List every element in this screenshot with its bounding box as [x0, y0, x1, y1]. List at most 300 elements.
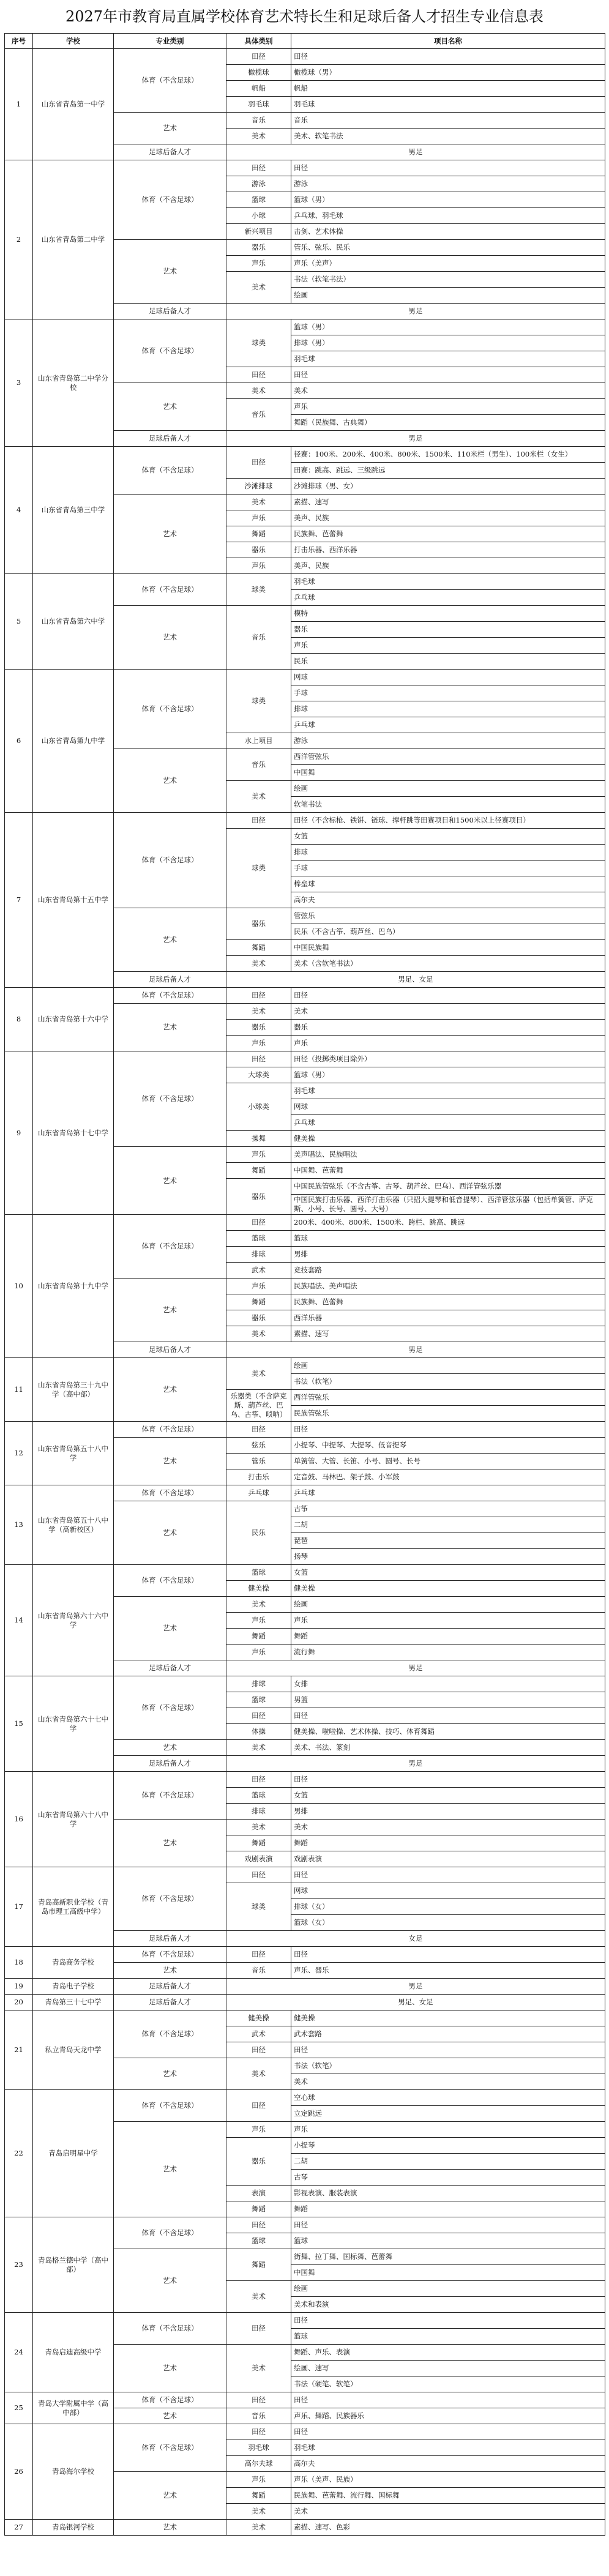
school-name: 青岛电子学校 [33, 1979, 114, 1995]
project-name: 舞蹈 [291, 2201, 605, 2217]
project-name: 美术（含软笔书法） [291, 956, 605, 972]
sub-category: 声乐 [226, 1036, 291, 1051]
major-category: 体育（不含足球） [114, 574, 226, 606]
major-category: 体育（不含足球） [114, 1772, 226, 1820]
project-name: 舞蹈、声乐、表演 [291, 2345, 605, 2361]
major-category: 足球后备人才 [114, 1931, 226, 1947]
major-category: 艺术 [114, 2058, 226, 2090]
row-number: 5 [5, 574, 33, 670]
school-name: 青岛格兰德中学（高中部） [33, 2217, 114, 2313]
row-number: 10 [5, 1215, 33, 1358]
project-name: 男足、女足 [226, 1995, 605, 2010]
table-row [5, 447, 605, 463]
school-name: 山东省青岛第十六中学 [33, 988, 114, 1051]
sub-category: 球类 [226, 319, 291, 367]
sub-category: 球类 [226, 1883, 291, 1931]
sub-category: 声乐 [226, 256, 291, 272]
row-number: 14 [5, 1565, 33, 1676]
project-name: 健美操、啦啦操、艺术体操、技巧、体育舞蹈 [291, 1724, 605, 1740]
sub-category: 声乐 [226, 1279, 291, 1294]
project-name: 民族管弦乐 [291, 1406, 605, 1422]
row-number: 3 [5, 319, 33, 447]
admission-table [4, 33, 605, 2536]
project-name: 立定跳远 [291, 2106, 605, 2122]
project-name: 橄榄球（男） [291, 65, 605, 81]
sub-category: 橄榄球 [226, 65, 291, 81]
sub-category: 田径 [226, 1867, 291, 1883]
sub-category: 美术 [226, 1820, 291, 1835]
major-category: 体育（不含足球） [114, 1947, 226, 1963]
sub-category: 田径 [226, 2392, 291, 2408]
project-name: 女篮 [291, 1565, 605, 1581]
table-row [5, 988, 605, 1004]
major-category: 艺术 [114, 2408, 226, 2424]
project-name: 排球 [291, 701, 605, 717]
sub-category: 美术 [226, 1597, 291, 1613]
table-row [5, 670, 605, 685]
sub-category: 篮球 [226, 2233, 291, 2249]
project-name: 书法（软笔书法） [291, 272, 605, 288]
project-name: 竞技套路 [291, 1263, 605, 1279]
project-name: 绘画 [291, 1358, 605, 1374]
table-header-row [5, 34, 605, 49]
sub-category: 舞蹈 [226, 2201, 291, 2217]
project-name: 田径 [291, 2042, 605, 2058]
table-row [5, 1422, 605, 1438]
major-category: 体育（不含足球） [114, 2313, 226, 2345]
sub-category: 音乐 [226, 113, 291, 129]
project-name: 小提琴、中提琴、大提琴、低音提琴 [291, 1438, 605, 1454]
project-name: 素描、速写 [291, 495, 605, 510]
project-name: 武术套路 [291, 2026, 605, 2042]
school-name: 山东省青岛第五十八中学（高新校区） [33, 1485, 114, 1565]
sub-category: 田径 [226, 1947, 291, 1963]
project-name: 排球 [291, 845, 605, 861]
table-row [5, 1358, 605, 1374]
major-category: 艺术 [114, 749, 226, 813]
project-name: 绘画 [291, 781, 605, 797]
project-name: 乒乓球 [291, 1115, 605, 1131]
sub-category: 美术 [226, 383, 291, 399]
row-number: 16 [5, 1772, 33, 1867]
project-name: 田径 [291, 1708, 605, 1724]
row-number: 11 [5, 1358, 33, 1422]
school-name: 山东省青岛第三十九中学（高中部） [33, 1358, 114, 1422]
project-name: 田径 [291, 1772, 605, 1788]
row-number: 8 [5, 988, 33, 1051]
school-name: 山东省青岛第五十八中学 [33, 1422, 114, 1485]
sub-category: 田径 [226, 447, 291, 479]
project-name: 排球（女） [291, 1899, 605, 1915]
project-name: 男足、女足 [226, 972, 605, 988]
sub-category: 篮球 [226, 1788, 291, 1804]
table-body [5, 49, 605, 2536]
major-category: 艺术 [114, 1820, 226, 1867]
sub-category: 器乐 [226, 1179, 291, 1215]
major-category: 艺术 [114, 240, 226, 304]
project-name: 女篮 [291, 829, 605, 845]
project-name: 管乐、弦乐、民乐 [291, 240, 605, 256]
project-name: 器乐 [291, 622, 605, 638]
school-name: 山东省青岛第二中学分校 [33, 319, 114, 447]
sub-category: 器乐 [226, 542, 291, 558]
project-name: 排球（男） [291, 335, 605, 351]
major-category: 足球后备人才 [114, 1995, 226, 2010]
project-name: 书法（软笔） [291, 2058, 605, 2074]
major-category: 艺术 [114, 2122, 226, 2217]
project-name: 流行舞 [291, 1645, 605, 1660]
sub-category: 球类 [226, 829, 291, 908]
project-name: 二胡 [291, 2154, 605, 2170]
project-name: 羽毛球 [291, 1083, 605, 1099]
table-row [5, 1676, 605, 1692]
sub-category: 田径 [226, 2424, 291, 2440]
project-name: 田径 [291, 988, 605, 1004]
project-name: 绘画 [291, 1597, 605, 1613]
sub-category: 美术 [226, 1326, 291, 1342]
school-name: 青岛启迪高级中学 [33, 2313, 114, 2392]
project-name: 美术和表演 [291, 2297, 605, 2313]
project-name: 中国舞、芭蕾舞 [291, 1163, 605, 1179]
row-number: 27 [5, 2520, 33, 2536]
sub-category: 操舞 [226, 1131, 291, 1147]
sub-category: 帆船 [226, 81, 291, 97]
project-name: 声乐 [291, 638, 605, 654]
sub-category: 羽毛球 [226, 97, 291, 113]
project-name: 网球 [291, 1883, 605, 1899]
project-name: 男篮 [291, 1692, 605, 1708]
major-category: 体育（不含足球） [114, 2090, 226, 2122]
project-name: 中国民族打击乐器、西洋打击乐器（只招大提琴和低音提琴）、西洋管弦乐器（包括单簧管、萨克斯、小号、长号、圆号、大号） [291, 1195, 605, 1215]
project-name: 美术 [291, 1820, 605, 1835]
sub-category: 器乐 [226, 908, 291, 940]
sub-category: 音乐 [226, 606, 291, 670]
table-row [5, 1565, 605, 1581]
project-name: 男排 [291, 1247, 605, 1263]
project-name: 沙滩排球（男、女） [291, 479, 605, 495]
sub-category: 器乐 [226, 2138, 291, 2186]
table-row [5, 1215, 605, 1231]
project-name: 绘画 [291, 288, 605, 304]
sub-category: 美术 [226, 2058, 291, 2090]
project-name: 田径 [291, 160, 605, 176]
sub-category: 美术 [226, 1740, 291, 1756]
major-category: 艺术 [114, 495, 226, 574]
project-name: 羽毛球 [291, 574, 605, 590]
row-number: 22 [5, 2090, 33, 2217]
sub-category: 田径 [226, 1215, 291, 1231]
sub-category: 小球 [226, 208, 291, 224]
table-row [5, 49, 605, 65]
project-name: 美术、书法、篆刻 [291, 1740, 605, 1756]
table-row [5, 2090, 605, 2106]
project-name: 西洋乐器 [291, 1310, 605, 1326]
sub-category: 排球 [226, 1676, 291, 1692]
school-name: 山东省青岛第九中学 [33, 670, 114, 813]
table-row [5, 2313, 605, 2329]
major-category: 体育（不含足球） [114, 813, 226, 908]
sub-category: 篮球 [226, 1565, 291, 1581]
project-name: 声乐、舞蹈、民族器乐 [291, 2408, 605, 2424]
major-category: 艺术 [114, 2345, 226, 2392]
major-category: 艺术 [114, 2249, 226, 2313]
sub-category: 音乐 [226, 2408, 291, 2424]
sub-category: 田径 [226, 49, 291, 65]
project-name: 古筝 [291, 1501, 605, 1517]
sub-category: 游泳 [226, 176, 291, 192]
project-name: 美声、民族 [291, 558, 605, 574]
project-name: 影视表演、服装表演 [291, 2186, 605, 2201]
project-name: 声乐 [291, 2122, 605, 2138]
major-category: 体育（不含足球） [114, 2217, 226, 2249]
project-name: 单簧管、大管、长笛、小号、圆号、长号 [291, 1454, 605, 1469]
school-name: 青岛启明星中学 [33, 2090, 114, 2217]
major-category: 体育（不含足球） [114, 160, 226, 240]
sub-category: 声乐 [226, 1645, 291, 1660]
project-name: 街舞、拉丁舞、国标舞、芭蕾舞 [291, 2249, 605, 2265]
project-name: 中国舞 [291, 765, 605, 781]
sub-category: 舞蹈 [226, 2249, 291, 2281]
project-name: 田径 [291, 49, 605, 65]
sub-category: 球类 [226, 574, 291, 606]
sub-category: 田径 [226, 2090, 291, 2122]
major-category: 足球后备人才 [114, 144, 226, 160]
sub-category: 武术 [226, 2026, 291, 2042]
major-category: 艺术 [114, 1740, 226, 1756]
sub-category: 声乐 [226, 1147, 291, 1163]
project-name: 扬琴 [291, 1549, 605, 1565]
school-name: 山东省青岛第十五中学 [33, 813, 114, 988]
major-category: 足球后备人才 [114, 1660, 226, 1676]
project-name: 田径 [291, 2217, 605, 2233]
row-number: 23 [5, 2217, 33, 2313]
table-row [5, 1051, 605, 1067]
project-name: 绘画 [291, 2281, 605, 2297]
major-category: 体育（不含足球） [114, 2010, 226, 2058]
sub-category: 健美操 [226, 2010, 291, 2026]
project-name: 羽毛球 [291, 2440, 605, 2456]
major-category: 艺术 [114, 1597, 226, 1660]
project-name: 声乐（美声、民族） [291, 2472, 605, 2488]
project-name: 西洋管弦乐 [291, 1390, 605, 1406]
sub-category: 田径 [226, 1772, 291, 1788]
sub-category: 美术 [226, 2520, 291, 2536]
sub-category: 田径 [226, 367, 291, 383]
sub-category: 篮球 [226, 1692, 291, 1708]
project-name: 打击乐器、西洋乐器 [291, 542, 605, 558]
project-name: 定音鼓、马林巴、架子鼓、小军鼓 [291, 1469, 605, 1485]
sub-category: 舞蹈 [226, 1835, 291, 1851]
project-name: 小提琴 [291, 2138, 605, 2154]
row-number: 7 [5, 813, 33, 988]
sub-category: 排球 [226, 1804, 291, 1820]
sub-category: 篮球 [226, 192, 291, 208]
school-name: 山东省青岛第六中学 [33, 574, 114, 670]
major-category: 艺术 [114, 908, 226, 972]
sub-category: 声乐 [226, 510, 291, 526]
project-name: 古琴 [291, 2170, 605, 2186]
sub-category: 美术 [226, 495, 291, 510]
project-name: 空心球 [291, 2090, 605, 2106]
table-row [5, 1995, 605, 2010]
sub-category: 大球类 [226, 1067, 291, 1083]
project-name: 素描、速写、色彩 [291, 2520, 605, 2536]
project-name: 男排 [291, 1804, 605, 1820]
sub-category: 声乐 [226, 558, 291, 574]
major-category: 足球后备人才 [114, 431, 226, 447]
project-name: 田径 [291, 1867, 605, 1883]
sub-category: 音乐 [226, 749, 291, 781]
sub-category: 小球类 [226, 1083, 291, 1131]
major-category: 艺术 [114, 1501, 226, 1565]
major-category: 体育（不含足球） [114, 2392, 226, 2408]
header-item: 项目名称 [291, 34, 605, 49]
major-category: 艺术 [114, 2472, 226, 2520]
sub-category: 舞蹈 [226, 1294, 291, 1310]
project-name: 民族舞、芭蕾舞、流行舞、国标舞 [291, 2488, 605, 2504]
sub-category: 排球 [226, 1247, 291, 1263]
project-name: 美术 [291, 383, 605, 399]
project-name: 美声、民族 [291, 510, 605, 526]
project-name: 声乐、器乐 [291, 1963, 605, 1979]
major-category: 体育（不含足球） [114, 988, 226, 1004]
school-name: 山东省青岛第二中学 [33, 160, 114, 319]
major-category: 体育（不含足球） [114, 1485, 226, 1501]
project-name: 田赛：跳高、跳远、三级跳远 [291, 463, 605, 479]
sub-category: 篮球 [226, 1231, 291, 1247]
sub-category: 器乐 [226, 240, 291, 256]
project-name: 素描、速写 [291, 1326, 605, 1342]
project-name: 径赛：100米、200米、400米、800米、1500米、110米栏（男生）、100米栏（女生） [291, 447, 605, 463]
project-name: 男足 [226, 431, 605, 447]
sub-category: 美术 [226, 781, 291, 813]
sub-category: 田径 [226, 2217, 291, 2233]
project-name: 二胡 [291, 1517, 605, 1533]
header-subcategory: 具体类别 [226, 34, 291, 49]
project-name: 男足 [226, 304, 605, 319]
project-name: 高尔夫 [291, 892, 605, 908]
project-name: 健美操 [291, 1131, 605, 1147]
sub-category: 田径 [226, 2313, 291, 2345]
sub-category: 舞蹈 [226, 1163, 291, 1179]
project-name: 田径 [291, 2392, 605, 2408]
project-name: 音乐 [291, 113, 605, 129]
header-school: 学校 [33, 34, 114, 49]
sub-category: 打击乐 [226, 1469, 291, 1485]
sub-category: 美术 [226, 1358, 291, 1390]
row-number: 21 [5, 2010, 33, 2090]
major-category: 艺术 [114, 1147, 226, 1215]
major-category: 艺术 [114, 1279, 226, 1342]
project-name: 民乐 [291, 654, 605, 670]
project-name: 200米、400米、800米、1500米、跨栏、跳高、跳远 [291, 1215, 605, 1231]
project-name: 篮球 [291, 1231, 605, 1247]
project-name: 美术、软笔书法 [291, 129, 605, 144]
row-number: 4 [5, 447, 33, 574]
school-name: 青岛商务学校 [33, 1947, 114, 1979]
table-row [5, 2424, 605, 2440]
row-number: 18 [5, 1947, 33, 1979]
sub-category: 乒乓球 [226, 1485, 291, 1501]
project-name: 声乐（美声） [291, 256, 605, 272]
sub-category: 乐器类（不含萨克斯、葫芦丝、巴乌、古筝、唢呐） [226, 1390, 291, 1422]
project-name: 篮球（男） [291, 1067, 605, 1083]
school-name: 青岛海尔学校 [33, 2424, 114, 2520]
project-name: 器乐 [291, 1020, 605, 1036]
project-name: 乒乓球 [291, 717, 605, 733]
project-name: 美声唱法、民族唱法 [291, 1147, 605, 1163]
row-number: 26 [5, 2424, 33, 2520]
project-name: 舞蹈（民族舞、古典舞） [291, 415, 605, 431]
table-row [5, 1867, 605, 1883]
row-number: 15 [5, 1676, 33, 1772]
table-row [5, 160, 605, 176]
major-category: 足球后备人才 [114, 1979, 226, 1995]
project-name: 田径 [291, 1947, 605, 1963]
project-name: 女篮 [291, 1788, 605, 1804]
project-name: 篮球 [291, 2329, 605, 2345]
major-category: 体育（不含足球） [114, 2424, 226, 2472]
project-name: 田径（投掷类项目除外） [291, 1051, 605, 1067]
sub-category: 音乐 [226, 1963, 291, 1979]
sub-category: 田径 [226, 988, 291, 1004]
table-row [5, 2010, 605, 2026]
major-category: 体育（不含足球） [114, 49, 226, 113]
sub-category: 羽毛球 [226, 2440, 291, 2456]
page-title: 2027年市教育局直属学校体育艺术特长生和足球后备人才招生专业信息表 [65, 8, 544, 25]
project-name: 田径（不含标枪、铁饼、链球、撑杆跳等田赛项目和1500米以上径赛项目） [291, 813, 605, 829]
project-name: 声乐 [291, 1036, 605, 1051]
project-name: 民族舞、芭蕾舞 [291, 526, 605, 542]
project-name: 声乐 [291, 1613, 605, 1629]
major-category: 体育（不含足球） [114, 1422, 226, 1438]
sub-category: 田径 [226, 1422, 291, 1438]
project-name: 男足 [226, 1660, 605, 1676]
major-category: 体育（不含足球） [114, 1867, 226, 1931]
project-name: 帆船 [291, 81, 605, 97]
sub-category: 田径 [226, 2042, 291, 2058]
school-name: 山东省青岛第一中学 [33, 49, 114, 160]
project-name: 舞蹈 [291, 1835, 605, 1851]
sub-category: 舞蹈 [226, 526, 291, 542]
school-name: 山东省青岛第十七中学 [33, 1051, 114, 1215]
sub-category: 水上项目 [226, 733, 291, 749]
sub-category: 表演 [226, 2186, 291, 2201]
sub-category: 声乐 [226, 1613, 291, 1629]
sub-category: 音乐 [226, 399, 291, 431]
project-name: 手球 [291, 685, 605, 701]
project-name: 篮球（男） [291, 319, 605, 335]
school-name: 山东省青岛第三中学 [33, 447, 114, 574]
major-category: 艺术 [114, 606, 226, 670]
project-name: 管弦乐 [291, 908, 605, 924]
project-name: 民族舞、芭蕾舞 [291, 1294, 605, 1310]
project-name: 棒垒球 [291, 876, 605, 892]
school-name: 青岛高新职业学校（青岛市理工高级中学） [33, 1867, 114, 1947]
sub-category: 新兴项目 [226, 224, 291, 240]
major-category: 艺术 [114, 113, 226, 144]
major-category: 体育（不含足球） [114, 670, 226, 749]
project-name: 男足 [226, 1979, 605, 1995]
sub-category: 舞蹈 [226, 940, 291, 956]
project-name: 女排 [291, 1676, 605, 1692]
sub-category: 舞蹈 [226, 1629, 291, 1645]
school-name: 山东省青岛第六十六中学 [33, 1565, 114, 1676]
major-category: 足球后备人才 [114, 972, 226, 988]
sub-category: 田径 [226, 1051, 291, 1067]
sub-category: 田径 [226, 1708, 291, 1724]
row-number: 13 [5, 1485, 33, 1565]
